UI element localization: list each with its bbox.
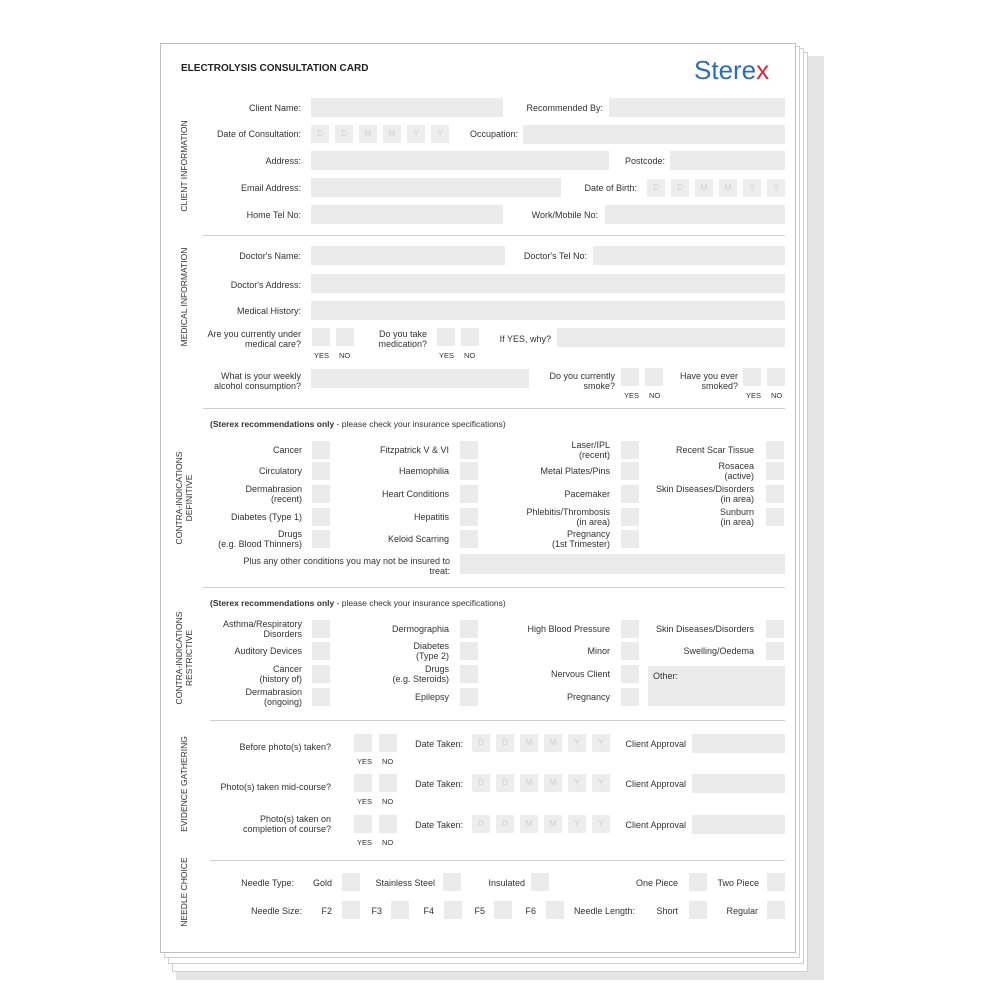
dob-digit[interactable]: M [695,179,713,197]
divider-5 [210,860,785,861]
doctors-name-label: Doctor's Name: [239,251,301,261]
definitive-col3-3-line: Phlebitis/Thrombosis [526,507,610,517]
evidence-0-date-digit[interactable]: Y [568,734,586,752]
dob-digit[interactable]: D [671,179,689,197]
doctors-address-field[interactable] [311,274,785,293]
recommendation-bold: (Sterex recommendations only [210,419,335,429]
definitive-col3-4-line: Pregnancy [566,529,610,539]
smoke-label: smoke? [583,381,615,391]
definitive-col1-4-line: (e.g. Blood Thinners) [218,539,302,549]
evidence-1-no-label: NO [382,797,394,806]
needle-type-1-label: Stainless Steel [375,878,435,888]
consultation-date-digit[interactable]: M [359,125,377,143]
other-conditions-label: treat: [429,566,450,576]
restrictive-col1-2-line: (history of) [259,674,302,684]
address-label: Address: [265,156,301,166]
restrictive-col4-1-line: Swelling/Oedema [683,646,754,656]
needle-type-4-box[interactable] [767,873,785,891]
dob-label: Date of Birth: [584,183,637,193]
restrictive-col4-0-line: Skin Diseases/Disorders [655,624,754,634]
divider-1 [203,235,785,236]
email-label: Email Address: [240,183,301,193]
medication-label: medication? [378,339,427,349]
recommended-by-field[interactable] [609,98,785,117]
restrictive-col2-1-line: Diabetes [413,641,449,651]
restrictive-col1-1-line: Auditory Devices [234,646,302,656]
recommendation-note [210,598,506,608]
card-title: ELECTROLYSIS CONSULTATION CARD [181,63,369,74]
definitive-col2-2-line: Heart Conditions [381,489,449,499]
doctors-address-label: Doctor's Address: [230,280,301,290]
definitive-col3-1-line: Metal Plates/Pins [540,466,610,476]
definitive-col1-2-line: Dermabrasion [245,484,302,494]
evidence-0-no-label: NO [382,757,394,766]
evidence-1-date-digit[interactable]: Y [568,774,586,792]
evidence-1-date-label: Date Taken: [415,779,463,789]
if-yes-label: If YES, why? [499,334,551,344]
definitive-col2-1-line: Haemophilia [398,466,449,476]
consultation-date-digit[interactable]: M [383,125,401,143]
definitive-col4-1-line: Rosacea [718,461,754,471]
medication-no-label: NO [464,351,476,360]
evidence-1-date-digit[interactable]: M [520,774,538,792]
needle-size-1-label: F3 [371,906,382,916]
dob-digit[interactable]: D [647,179,665,197]
ever-smoked-label: Have you ever [679,371,738,381]
definitive-col4-1-box[interactable] [766,462,784,480]
other-conditions-field[interactable] [460,554,785,574]
definitive-col1-2-line: (recent) [270,494,302,504]
occupation-field[interactable] [523,125,785,144]
needle-size-2-label: F4 [423,906,434,916]
definitive-col3-0-line: Laser/IPL [571,440,610,450]
alcohol-label: alcohol consumption? [213,381,301,391]
postcode-label: Postcode: [624,156,665,166]
restrictive-col1-3-line: Dermabrasion [245,687,302,697]
work-mobile-field[interactable] [605,205,785,224]
definitive-col2-4-line: Keloid Scarring [387,534,449,544]
restrictive-col4-0-box[interactable] [766,620,784,638]
recommendation-rest: - please check your insurance specifications) [334,419,506,429]
divider-2 [203,408,785,409]
ever-smoked-yes-label: YES [746,391,762,400]
definitive-col4-2-box[interactable] [766,485,784,503]
evidence-0-date-digit[interactable]: Y [592,734,610,752]
restrictive-col3-2-line: Nervous Client [550,669,610,679]
evidence-0-approval-field[interactable] [692,734,785,753]
ever-smoked-yes-box[interactable] [743,368,761,386]
evidence-0-date-digit[interactable]: D [496,734,514,752]
section-evidence-gathering: EVIDENCE GATHERING [179,736,189,832]
under-care-label: medical care? [244,339,301,349]
needle-type-2-label: Insulated [488,878,525,888]
definitive-col3-0-line: (recent) [578,450,610,460]
needle-type-0-label: Gold [312,878,332,888]
occupation-label: Occupation: [469,129,518,139]
evidence-2-no-label: NO [382,838,394,847]
dob-digit[interactable]: Y [743,179,761,197]
needle-type-3-label: One Piece [635,878,678,888]
needle-length-1-label: Regular [726,906,758,916]
section-ci-definitive-2: DEFINITIVE [184,474,194,522]
logo-text: Stere [694,55,757,85]
consultation-date-digit[interactable]: D [335,125,353,143]
definitive-col4-3-box[interactable] [766,508,784,526]
ever-smoked-no-box[interactable] [767,368,785,386]
needle-length-1-box[interactable] [767,901,785,919]
definitive-col4-0-box[interactable] [766,441,784,459]
restrictive-col4-1-box[interactable] [766,642,784,660]
under-care-no-label: NO [339,351,351,360]
restrictive-col1-0-line: Asthma/Respiratory [222,619,302,629]
restrictive-col2-2-line: Drugs [424,664,449,674]
restrictive-col1-2-line: Cancer [272,664,302,674]
section-ci-definitive-1: CONTRA-INDICATIONS [174,451,184,545]
doctors-tel-label: Doctor's Tel No: [523,251,587,261]
work-mobile-label: Work/Mobile No: [531,210,598,220]
definitive-col2-3-line: Hepatitis [413,512,449,522]
evidence-0-approval-label: Client Approval [625,739,686,749]
restrictive-col3-3-box[interactable] [621,688,639,706]
home-tel-label: Home Tel No: [246,210,301,220]
needle-size-label: Needle Size: [250,906,302,916]
doctors-tel-field[interactable] [593,246,785,265]
evidence-2-date-label: Date Taken: [415,820,463,830]
logo-accent: x [756,55,770,85]
needle-type-label: Needle Type: [241,878,294,888]
needle-type-4-label: Two Piece [717,878,759,888]
medication-label: Do you take [378,329,427,339]
evidence-1-date-digit[interactable]: M [544,774,562,792]
restrictive-col2-1-line: (Type 2) [415,651,449,661]
restrictive-col2-0-line: Dermographia [391,624,449,634]
divider-4 [210,720,785,721]
if-yes-field[interactable] [557,328,785,347]
definitive-col3-3-line: (in area) [576,517,610,527]
ever-smoked-no-label: NO [771,391,783,400]
restrictive-other-label: Other: [653,671,679,681]
evidence-2-date-digit[interactable]: M [520,815,538,833]
evidence-0-date-digit[interactable]: M [520,734,538,752]
restrictive-col1-3-line: (ongoing) [263,697,302,707]
evidence-row-2-line: Photo(s) taken on [259,814,331,824]
definitive-col4-2-line: Skin Diseases/Disorders [655,484,754,494]
evidence-2-date-digit[interactable]: M [544,815,562,833]
needle-size-0-label: F2 [321,906,332,916]
evidence-2-approval-field[interactable] [692,815,785,834]
evidence-row-0-line: Before photo(s) taken? [239,742,331,752]
evidence-2-date-digit[interactable]: Y [592,815,610,833]
date-of-consultation-label: Date of Consultation: [216,129,301,139]
recommended-by-label: Recommended By: [526,103,603,113]
definitive-col4-0-line: Recent Scar Tissue [675,445,754,455]
definitive-col3-2-line: Pacemaker [564,489,610,499]
consultation-date-digit[interactable]: D [311,125,329,143]
dob-digit[interactable]: M [719,179,737,197]
restrictive-col3-1-line: Minor [587,646,610,656]
medical-history-label: Medical History: [236,306,301,316]
recommendation-bold: (Sterex recommendations only [210,598,335,608]
restrictive-col1-0-line: Disorders [263,629,302,639]
divider-3 [203,587,785,588]
definitive-col4-3-line: Sunburn [719,507,754,517]
evidence-2-date-digit[interactable]: D [496,815,514,833]
evidence-1-approval-label: Client Approval [625,779,686,789]
evidence-0-date-digit[interactable]: M [544,734,562,752]
smoke-yes-label: YES [624,391,640,400]
evidence-1-date-digit[interactable]: Y [592,774,610,792]
postcode-field[interactable] [670,151,785,170]
restrictive-col3-2-box[interactable] [621,665,639,683]
evidence-2-approval-label: Client Approval [625,820,686,830]
definitive-col2-0-line: Fitzpatrick V & VI [379,445,449,455]
definitive-col4-3-line: (in area) [720,517,754,527]
definitive-col3-4-line: (1st Trimester) [551,539,610,549]
under-care-label: Are you currently under [207,329,301,339]
needle-size-3-label: F5 [474,906,485,916]
evidence-2-date-digit[interactable]: Y [568,815,586,833]
smoke-no-label: NO [649,391,661,400]
under-care-yes-label: YES [314,351,330,360]
restrictive-col2-3-line: Epilepsy [414,692,449,702]
smoke-label: Do you currently [549,371,615,381]
evidence-row-1-line: Photo(s) taken mid-course? [220,782,331,792]
evidence-1-approval-field[interactable] [692,774,785,793]
evidence-1-date-digit[interactable]: D [472,774,490,792]
section-ci-restrictive-2: RESTRICTIVE [184,629,194,687]
definitive-col4-2-line: (in area) [720,494,754,504]
restrictive-col3-3-line: Pregnancy [566,692,610,702]
needle-length-0-label: Short [656,906,678,916]
consultation-card [160,43,796,953]
needle-size-4-label: F6 [525,906,536,916]
section-medical-information: MEDICAL INFORMATION [179,247,189,347]
section-needle-choice: NEEDLE CHOICE [179,857,189,927]
section-client-information: CLIENT INFORMATION [179,120,189,212]
dob-digit[interactable]: Y [767,179,785,197]
consultation-date-digit[interactable]: Y [431,125,449,143]
restrictive-col2-2-line: (e.g. Steroids) [392,674,449,684]
medication-yes-label: YES [439,351,455,360]
restrictive-col3-0-line: High Blood Pressure [527,624,610,634]
ever-smoked-label: smoked? [701,381,738,391]
definitive-col1-4-line: Drugs [277,529,302,539]
sterex-logo [694,55,769,85]
evidence-0-date-digit[interactable]: D [472,734,490,752]
evidence-1-date-digit[interactable]: D [496,774,514,792]
definitive-col1-1-line: Circulatory [258,466,302,476]
evidence-row-2-line: completion of course? [242,824,331,834]
definitive-col4-1-line: (active) [724,471,754,481]
definitive-col1-3-line: Diabetes (Type 1) [230,512,302,522]
recommendation-note [210,419,506,429]
section-ci-restrictive-1: CONTRA-INDICATIONS [174,611,184,705]
medical-history-field[interactable] [311,301,785,320]
alcohol-label: What is your weekly [220,371,301,381]
client-name-label: Client Name: [248,103,301,113]
evidence-0-yes-label: YES [357,757,373,766]
consultation-date-digit[interactable]: Y [407,125,425,143]
recommendation-rest: - please check your insurance specifications) [334,598,506,608]
evidence-1-yes-label: YES [357,797,373,806]
definitive-col1-0-line: Cancer [272,445,302,455]
other-conditions-label: Plus any other conditions you may not be insured to [243,556,450,566]
evidence-2-yes-label: YES [357,838,373,847]
evidence-2-date-digit[interactable]: D [472,815,490,833]
needle-length-label: Needle Length: [573,906,635,916]
evidence-0-date-label: Date Taken: [415,739,463,749]
definitive-col3-4-box[interactable] [621,530,639,548]
